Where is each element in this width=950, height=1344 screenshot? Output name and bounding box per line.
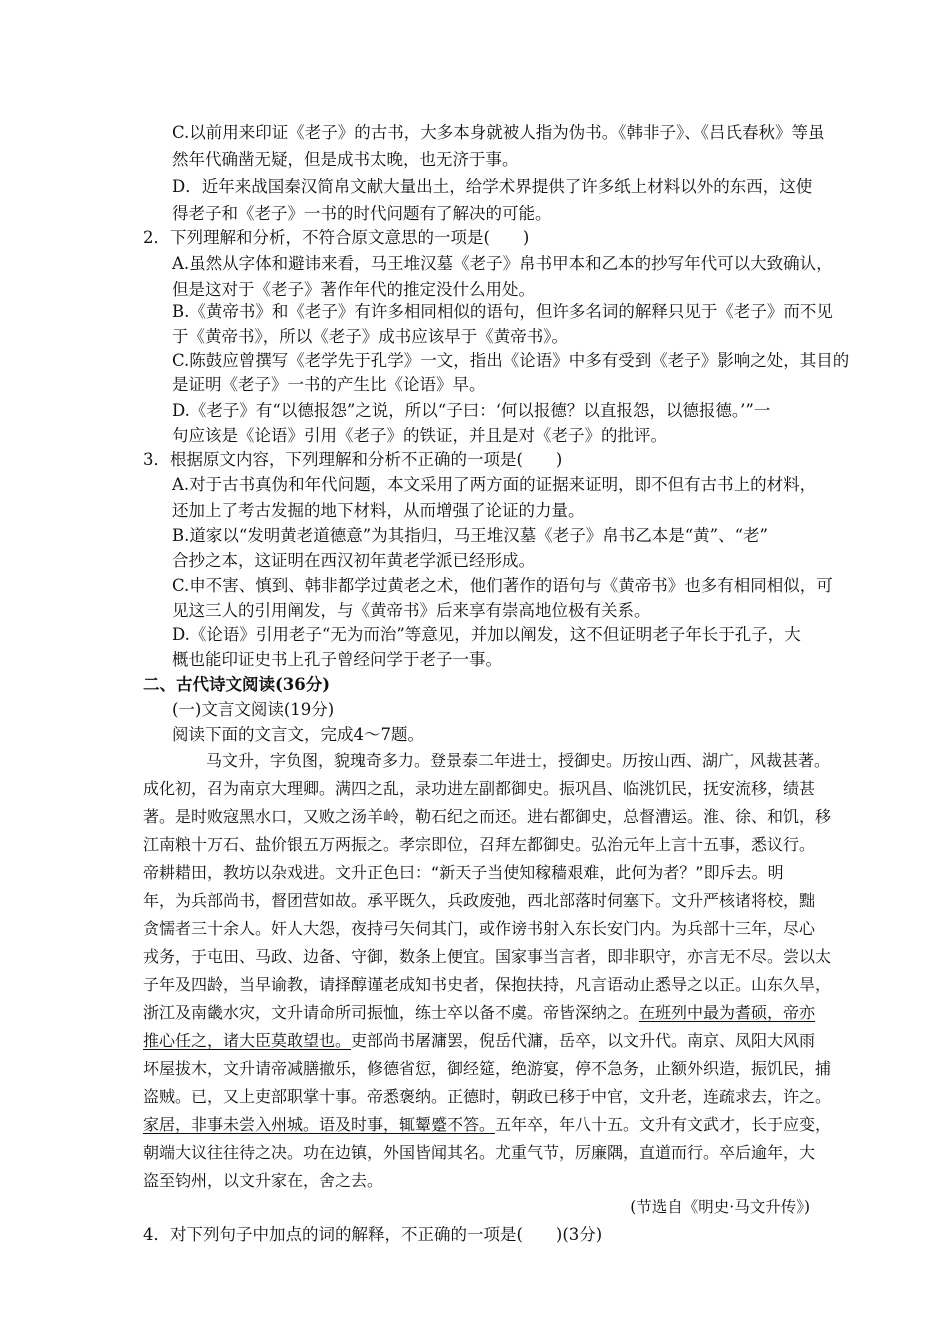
passage-line: 坏屋拔木，文升请帝减膳撤乐，修德省愆，御经筵，绝游宴，停不急务，止额外织造，振饥民，捕 <box>143 1059 832 1078</box>
passage-line: 江南粮十万石、盐价银五万两振之。孝宗即位，召拜左都御史。弘治元年上言十五事，悉议行。 <box>143 835 816 854</box>
q1-option-d-line1: D．近年来战国秦汉简帛文献大量出土，给学术界提供了许多纸上材料以外的东西，这使 <box>172 177 813 196</box>
q1-option-d-line2: 得老子和《老子》一书的时代问题有了解决的可能。 <box>172 204 552 223</box>
passage-text: 吏部尚书屠滽罢，倪岳代滽，岳卒，以文升代。南京、凤阳大风雨 <box>351 1031 816 1050</box>
passage-line: 子年及四龄，当早谕教，请择醇谨老成知书史者，保抱扶持，凡言语动止悉导之以正。山东久旱， <box>143 975 832 994</box>
q2-option-c-line2: 是证明《老子》一书的产生比《论语》早。 <box>172 375 486 394</box>
q2-option-b-line2: 于《黄帝书》，所以《老子》成书应该早于《黄帝书》。 <box>172 327 568 346</box>
q2-option-c-line1: C.陈鼓应曾撰写《老学先于孔学》一文，指出《论语》中多有受到《老子》影响之处，其目的 <box>172 351 850 370</box>
reading-instruction: 阅读下面的文言文，完成4～7题。 <box>172 725 424 744</box>
q1-option-c-line2: 然年代确凿无疑，但是成书太晚，也无济于事。 <box>172 150 519 169</box>
q2-option-d-line1: D.《老子》有“以德报怨”之说，所以“子曰：‘何以报德？以直报怨，以德报德。’”一 <box>172 401 771 420</box>
passage-line: 成化初，召为南京大理卿。满四之乱，录功进左副都御史。振巩昌、临洮饥民，抚安流移，绩甚 <box>143 779 816 798</box>
q3-option-a-line1: A.对于古书真伪和年代问题，本文采用了两方面的证据来证明，即不但有古书上的材料， <box>172 475 817 494</box>
q2-option-d-line2: 句应该是《论语》引用《老子》的铁证，并且是对《老子》的批评。 <box>172 426 667 445</box>
q3-option-c-line2: 见这三人的引用阐发，与《黄帝书》后来享有崇高地位极有关系。 <box>172 601 651 620</box>
passage-line <box>143 1030 815 1052</box>
passage-line: 年，为兵部尚书，督团营如故。承平既久，兵政废弛，西北部落时伺塞下。文升严核诸将校，黜 <box>143 891 816 910</box>
passage-line: 帝耕耤田，教坊以杂戏进。文升正色曰：“新天子当使知稼穑艰难，此何为者？”即斥去。明 <box>143 863 784 882</box>
subsection-heading: (一)文言文阅读(19分) <box>172 700 335 719</box>
section-heading: 二、古代诗文阅读(36分) <box>143 675 331 694</box>
q2-option-a-line1: A.虽然从字体和避讳来看，马王堆汉墓《老子》帛书甲本和乙本的抄写年代可以大致确认， <box>172 254 833 273</box>
q2-option-b-line1: B.《黄帝书》和《老子》有许多相同相似的语句，但许多名词的解释只见于《老子》而不见 <box>172 302 833 321</box>
q3-stem: 3．根据原文内容，下列理解和分析不正确的一项是( ) <box>143 450 563 469</box>
q2-stem: 2．下列理解和分析，不符合原文意思的一项是( ) <box>143 228 530 247</box>
passage-text: 浙江及南畿水灾，文升请命所司振恤，练士卒以备不虞。帝皆深纳之。 <box>143 1003 640 1022</box>
passage-line: 马文升，字负图，貌瑰奇多力。登景泰二年进士，授御史。历按山西、湖广，风裁甚著。 <box>206 751 831 770</box>
q3-option-d-line1: D.《论语》引用老子“无为而治”等意见，并加以阐发，这不但证明老子年长于孔子，大 <box>172 625 801 644</box>
passage-line <box>143 1002 815 1024</box>
q3-option-b-line2: 合抄之本，这证明在西汉初年黄老学派已经形成。 <box>172 551 535 570</box>
underlined-sentence: 家居，非事未尝入州城。语及时事，辄颦蹙不答。 <box>143 1115 496 1134</box>
q3-option-a-line2: 还加上了考古发掘的地下材料，从而增强了论证的力量。 <box>172 501 585 520</box>
q2-option-a-line2: 但是这对于《老子》著作年代的推定没什么用处。 <box>172 280 535 299</box>
passage-text: 五年卒，年八十五。文升有文武才，长于应变， <box>495 1115 832 1134</box>
passage-line: 戎务，于屯田、马政、边备、守御，数条上便宜。国家事当言者，即非职守，亦言无不尽。尝以太 <box>143 947 832 966</box>
underlined-sentence: 推心任之，诸大臣莫敢望也。 <box>143 1031 352 1050</box>
passage-line <box>143 1114 831 1136</box>
underlined-sentence: 在班列中最为耆硕，帝亦 <box>639 1003 816 1022</box>
q4-stem: 4．对下列句子中加点的词的解释，不正确的一项是( )(3分) <box>143 1225 603 1244</box>
passage-line: 盗贼。已，又上吏部职掌十事。帝悉褒纳。正德时，朝政已移于中官，文升老，连疏求去，许之。 <box>143 1087 832 1106</box>
passage-line: 著。是时败寇黑水口，又败之汤羊岭，勒石纪之而还。进右都御史，总督漕运。淮、徐、和饥，移 <box>143 807 832 826</box>
q3-option-c-line1: C.申不害、慎到、韩非都学过黄老之术，他们著作的语句与《黄帝书》也多有相同相似，可 <box>172 576 833 595</box>
q3-option-b-line1: B.道家以“发明黄老道德意”为其指归，马王堆汉墓《老子》帛书乙本是“黄”、“老” <box>172 526 768 545</box>
passage-source: (节选自《明史·马文升传》) <box>630 1198 810 1216</box>
q1-option-c-line1: C.以前用来印证《老子》的古书，大多本身就被人指为伪书。《韩非子》、《吕氏春秋》等虽 <box>172 123 825 142</box>
passage-line: 盗至钧州，以文升家在，舍之去。 <box>143 1171 384 1190</box>
passage-line: 朝端大议往往待之决。功在边镇，外国皆闻其名。尤重气节，厉廉隅，直道而行。卒后逾年，大 <box>143 1143 816 1162</box>
q3-option-d-line2: 概也能印证史书上孔子曾经问学于老子一事。 <box>172 650 502 669</box>
passage-line: 贪懦者三十余人。奸人大怨，夜持弓矢伺其门，或作谤书射入东长安门内。为兵部十三年，尽心 <box>143 919 816 938</box>
